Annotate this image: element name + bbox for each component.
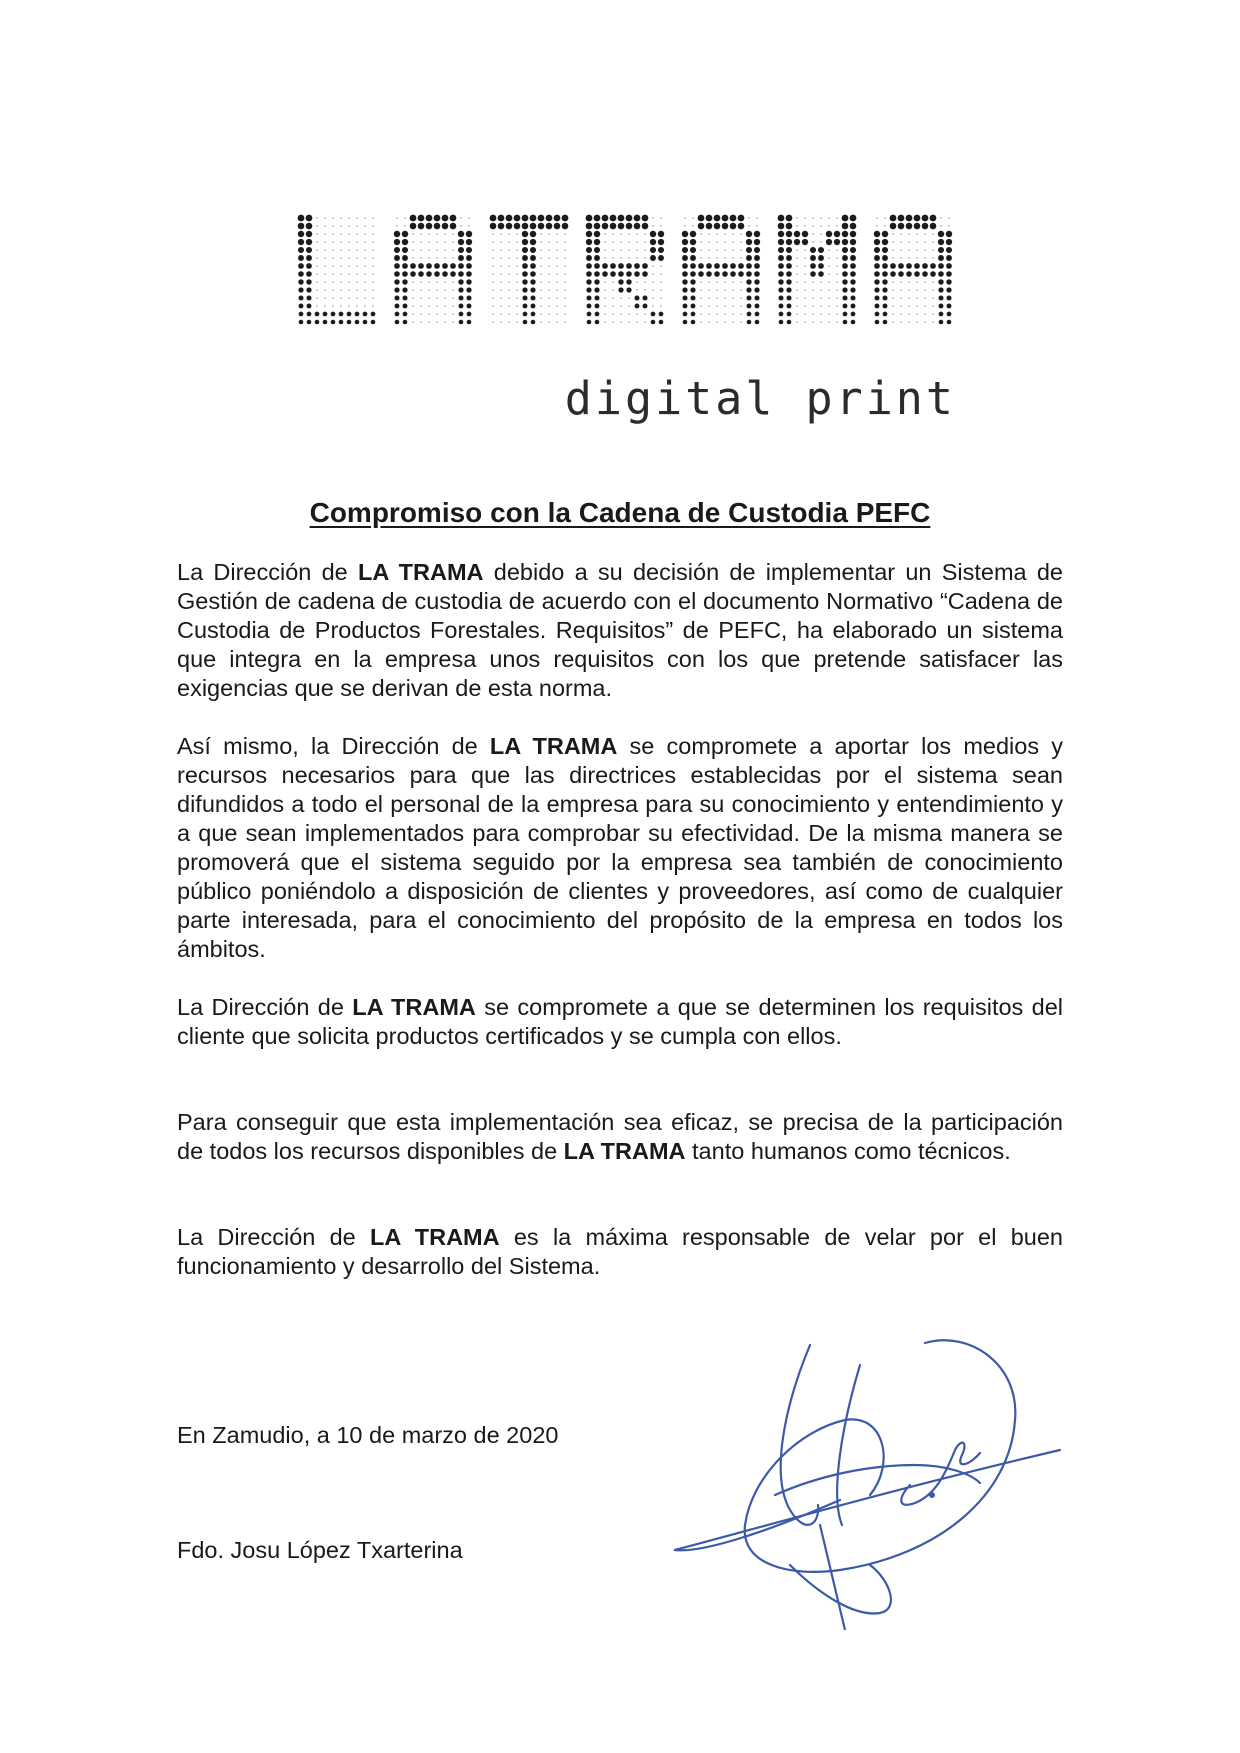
- paragraph-2: Así mismo, la Dirección de LA TRAMA se compromete a aportar los medios y recursos necesarios para que las directrices establecidas por el sistema sean difundidos a todo el personal de la empresa para su conocimiento y entendimiento y a que sean implementados para comprobar su efectividad. De la misma manera se promoverá que el sistema seguido por la empresa sea también de conocimiento público poniéndolo a disposición de clientes y proveedores, así como de cualquier parte interesada, para el conocimiento del propósito de la empresa en todos los ámbitos.: [177, 733, 1064, 962]
- company-name-bold: LA TRAMA: [370, 1224, 500, 1250]
- company-name-bold: LA TRAMA: [563, 1138, 686, 1164]
- paragraph-1: La Dirección de LA TRAMA debido a su decisión de implementar un Sistema de Gestión de cadena de custodia de acuerdo con el documento Normativo “Cadena de Custodia de Productos Forestales. Requisitos” de PEFC, ha elaborado un sistema que integra en la empresa unos requisitos con los que pretende satisfacer las exigencias que se derivan de esta norma.: [177, 559, 1063, 701]
- la-trama-halftone-logo: [290, 180, 960, 360]
- company-name-bold: LA TRAMA: [357, 559, 484, 585]
- handwritten-signature: [670, 1325, 1070, 1630]
- logo-tagline: digital print: [564, 372, 956, 425]
- place-and-date: En Zamudio, a 10 de marzo de 2020: [177, 1422, 559, 1448]
- company-name-bold: LA TRAMA: [352, 994, 476, 1020]
- company-logo: [290, 180, 960, 430]
- paragraph-5: La Dirección de LA TRAMA es la máxima responsable de velar por el buen funcionamiento y desarrollo del Sistema.: [177, 1224, 1063, 1279]
- document-title: Compromiso con la Cadena de Custodia PEFC: [309, 497, 931, 528]
- paragraph-3: La Dirección de LA TRAMA se compromete a que se determinen los requisitos del cliente que solicita productos certificados y se cumpla con ellos.: [177, 994, 1063, 1049]
- signatory-name: Fdo. Josu López Txarterina: [177, 1537, 463, 1563]
- company-name-bold: LA TRAMA: [489, 733, 618, 759]
- document-body: [177, 558, 1063, 1281]
- paragraph-4: Para conseguir que esta implementación sea eficaz, se precisa de la participación de todos los recursos disponibles de LA TRAMA tanto humanos como técnicos.: [177, 1109, 1063, 1164]
